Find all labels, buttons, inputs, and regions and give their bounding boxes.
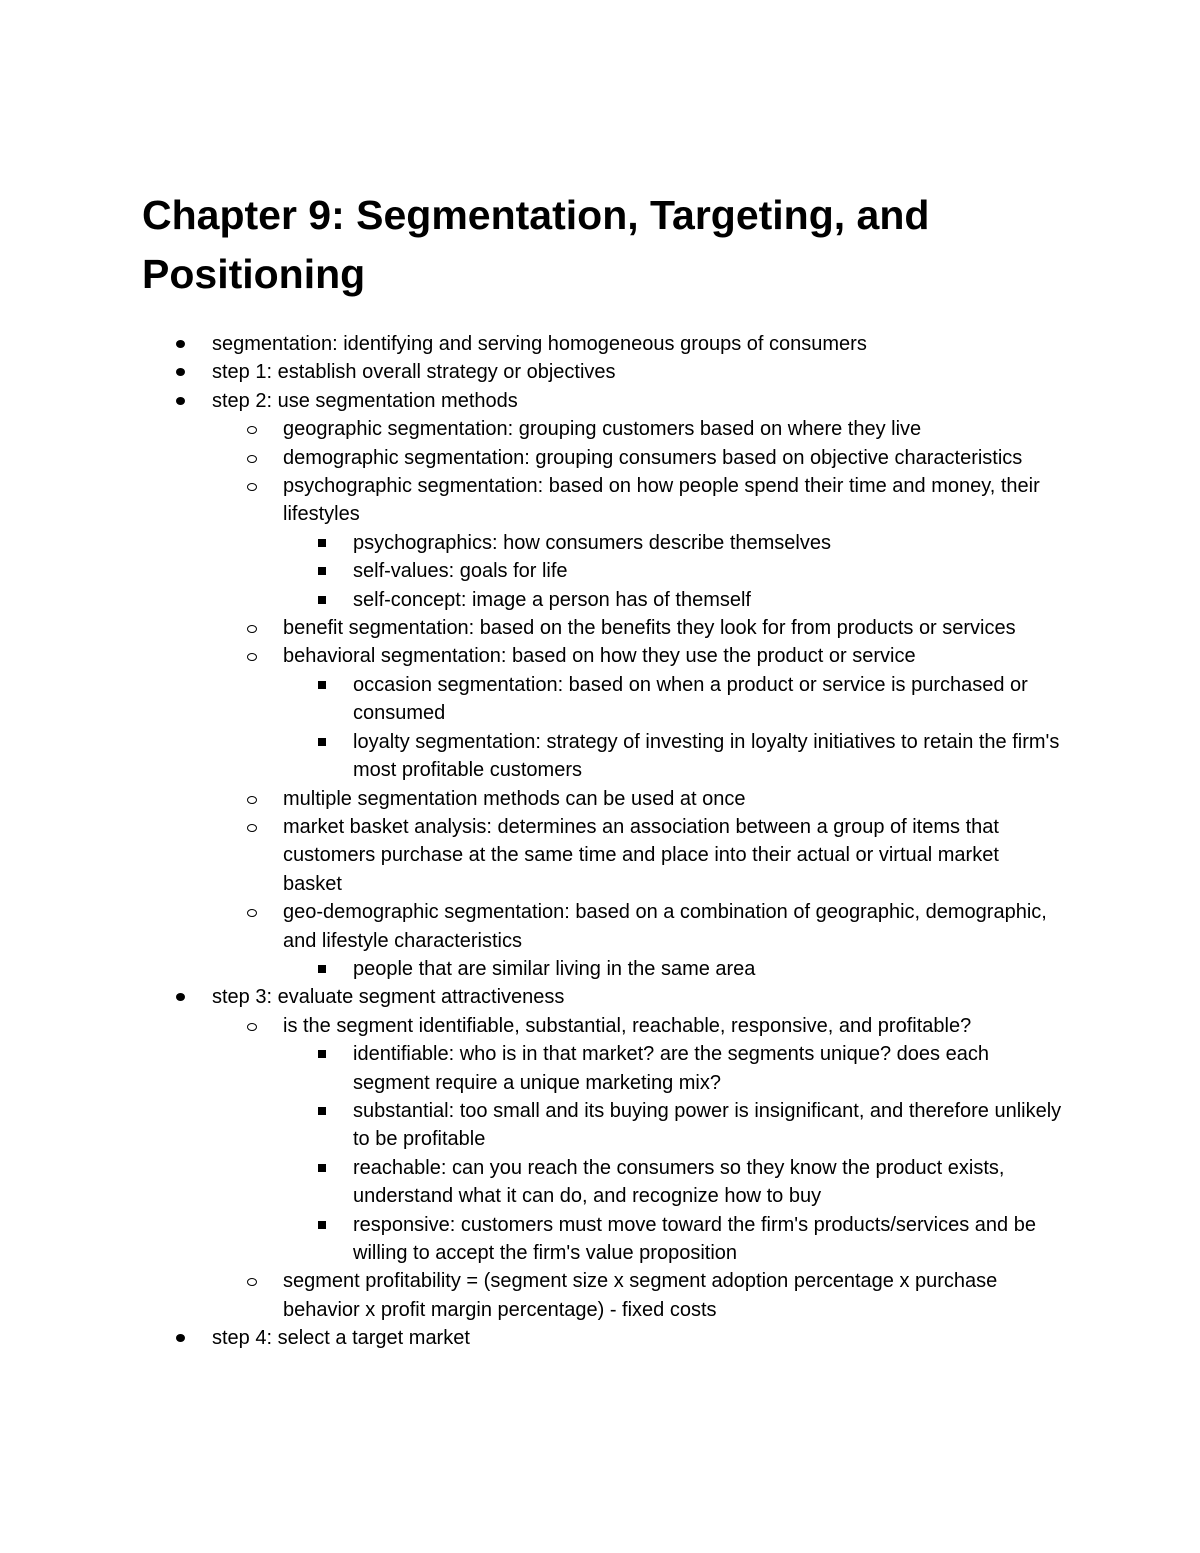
list-item-text: occasion segmentation: based on when a product or service is purchased or consumed	[353, 673, 1028, 725]
list-item-text: reachable: can you reach the consumers so they know the product exists, understand what it can do, and recognize how to buy	[353, 1156, 1005, 1208]
list-item	[0, 472, 1063, 529]
list-item	[0, 415, 1063, 443]
square-bullet-icon	[318, 596, 326, 604]
list-item	[0, 813, 1063, 898]
list-item-text: market basket analysis: determines an association between a group of items that customers purchase at the same time and place into their actual or virtual market basket	[283, 815, 999, 895]
list-item	[0, 1097, 1063, 1154]
list-item	[0, 955, 1063, 983]
list-item	[0, 586, 1063, 614]
list-item-text: geographic segmentation: grouping customers based on where they live	[283, 418, 922, 441]
hollow-circle-bullet-icon	[247, 625, 257, 633]
list-item	[0, 1211, 1063, 1268]
square-bullet-icon	[318, 567, 326, 575]
hollow-circle-bullet-icon	[247, 483, 257, 491]
filled-circle-bullet-icon	[176, 1334, 185, 1342]
list-item	[0, 1012, 1063, 1040]
square-bullet-icon	[318, 681, 326, 689]
list-item-text: psychographic segmentation: based on how people spend their time and money, their lifestyles	[283, 475, 1040, 526]
list-item	[0, 983, 1062, 1011]
square-bullet-icon	[318, 738, 326, 746]
square-bullet-icon	[318, 539, 326, 547]
list-item-text: behavioral segmentation: based on how they use the product or service	[283, 645, 916, 668]
list-item-text: people that are similar living in the same area	[353, 957, 756, 980]
list-item	[0, 330, 1062, 358]
hollow-circle-bullet-icon	[247, 909, 257, 917]
list-item	[0, 642, 1063, 670]
square-bullet-icon	[318, 1050, 326, 1058]
list-item	[0, 387, 1062, 415]
square-bullet-icon	[318, 965, 326, 973]
notes-list	[0, 330, 1200, 1353]
square-bullet-icon	[318, 1164, 326, 1172]
list-item-text: step 2: use segmentation methods	[212, 389, 518, 412]
list-item-text: step 4: select a target market	[212, 1327, 470, 1350]
list-item	[0, 444, 1063, 472]
list-item-text: substantial: too small and its buying power is insignificant, and therefore unlikely to be profitable	[353, 1099, 1062, 1151]
list-item-text: self-values: goals for life	[353, 560, 568, 583]
square-bullet-icon	[318, 1221, 326, 1229]
hollow-circle-bullet-icon	[247, 796, 257, 804]
hollow-circle-bullet-icon	[247, 426, 257, 434]
list-item	[0, 1324, 1062, 1352]
list-item	[0, 671, 1063, 728]
square-bullet-icon	[318, 1107, 326, 1115]
list-item-text: demographic segmentation: grouping consumers based on objective characteristics	[283, 446, 1023, 469]
list-item	[0, 1040, 1063, 1097]
filled-circle-bullet-icon	[176, 993, 185, 1001]
list-item-text: step 3: evaluate segment attractiveness	[212, 986, 565, 1009]
hollow-circle-bullet-icon	[247, 455, 257, 463]
page-title: Chapter 9: Segmentation, Targeting, and Positioning	[142, 192, 930, 297]
list-item-text: is the segment identifiable, substantial, reachable, responsive, and profitable?	[283, 1014, 972, 1037]
filled-circle-bullet-icon	[176, 340, 185, 348]
list-item	[0, 898, 1063, 955]
list-item-text: psychographics: how consumers describe themselves	[353, 531, 831, 554]
hollow-circle-bullet-icon	[247, 1278, 257, 1286]
list-item	[0, 1267, 1063, 1324]
list-item	[0, 557, 1063, 585]
list-item	[0, 358, 1062, 386]
hollow-circle-bullet-icon	[247, 824, 257, 832]
hollow-circle-bullet-icon	[247, 653, 257, 661]
list-item-text: step 1: establish overall strategy or objectives	[212, 361, 616, 384]
list-item-text: geo-demographic segmentation: based on a combination of geographic, demographic, and lifestyle characteristics	[283, 901, 1047, 952]
list-item-text: segment profitability = (segment size x segment adoption percentage x purchase behavior x profit margin percentage) - fixed costs	[283, 1270, 998, 1321]
filled-circle-bullet-icon	[176, 397, 185, 405]
list-item-text: multiple segmentation methods can be used at once	[283, 787, 746, 810]
list-item-text: benefit segmentation: based on the benefits they look for from products or services	[283, 617, 1016, 640]
list-item	[0, 1154, 1063, 1211]
list-item-text: identifiable: who is in that market? are the segments unique? does each segment require a unique marketing mix?	[353, 1043, 989, 1094]
list-item-text: responsive: customers must move toward the firm's products/services and be willing to accept the firm's value proposition	[353, 1213, 1036, 1264]
list-item	[0, 728, 1063, 785]
list-item-text: segmentation: identifying and serving homogeneous groups of consumers	[212, 333, 867, 355]
list-item-text: self-concept: image a person has of themself	[353, 588, 751, 611]
hollow-circle-bullet-icon	[247, 1023, 257, 1031]
filled-circle-bullet-icon	[176, 368, 185, 376]
list-item	[0, 529, 1063, 557]
list-item	[0, 785, 1063, 813]
list-item-text: loyalty segmentation: strategy of investing in loyalty initiatives to retain the firm's most profitable customers	[353, 730, 1060, 782]
list-item	[0, 614, 1063, 642]
